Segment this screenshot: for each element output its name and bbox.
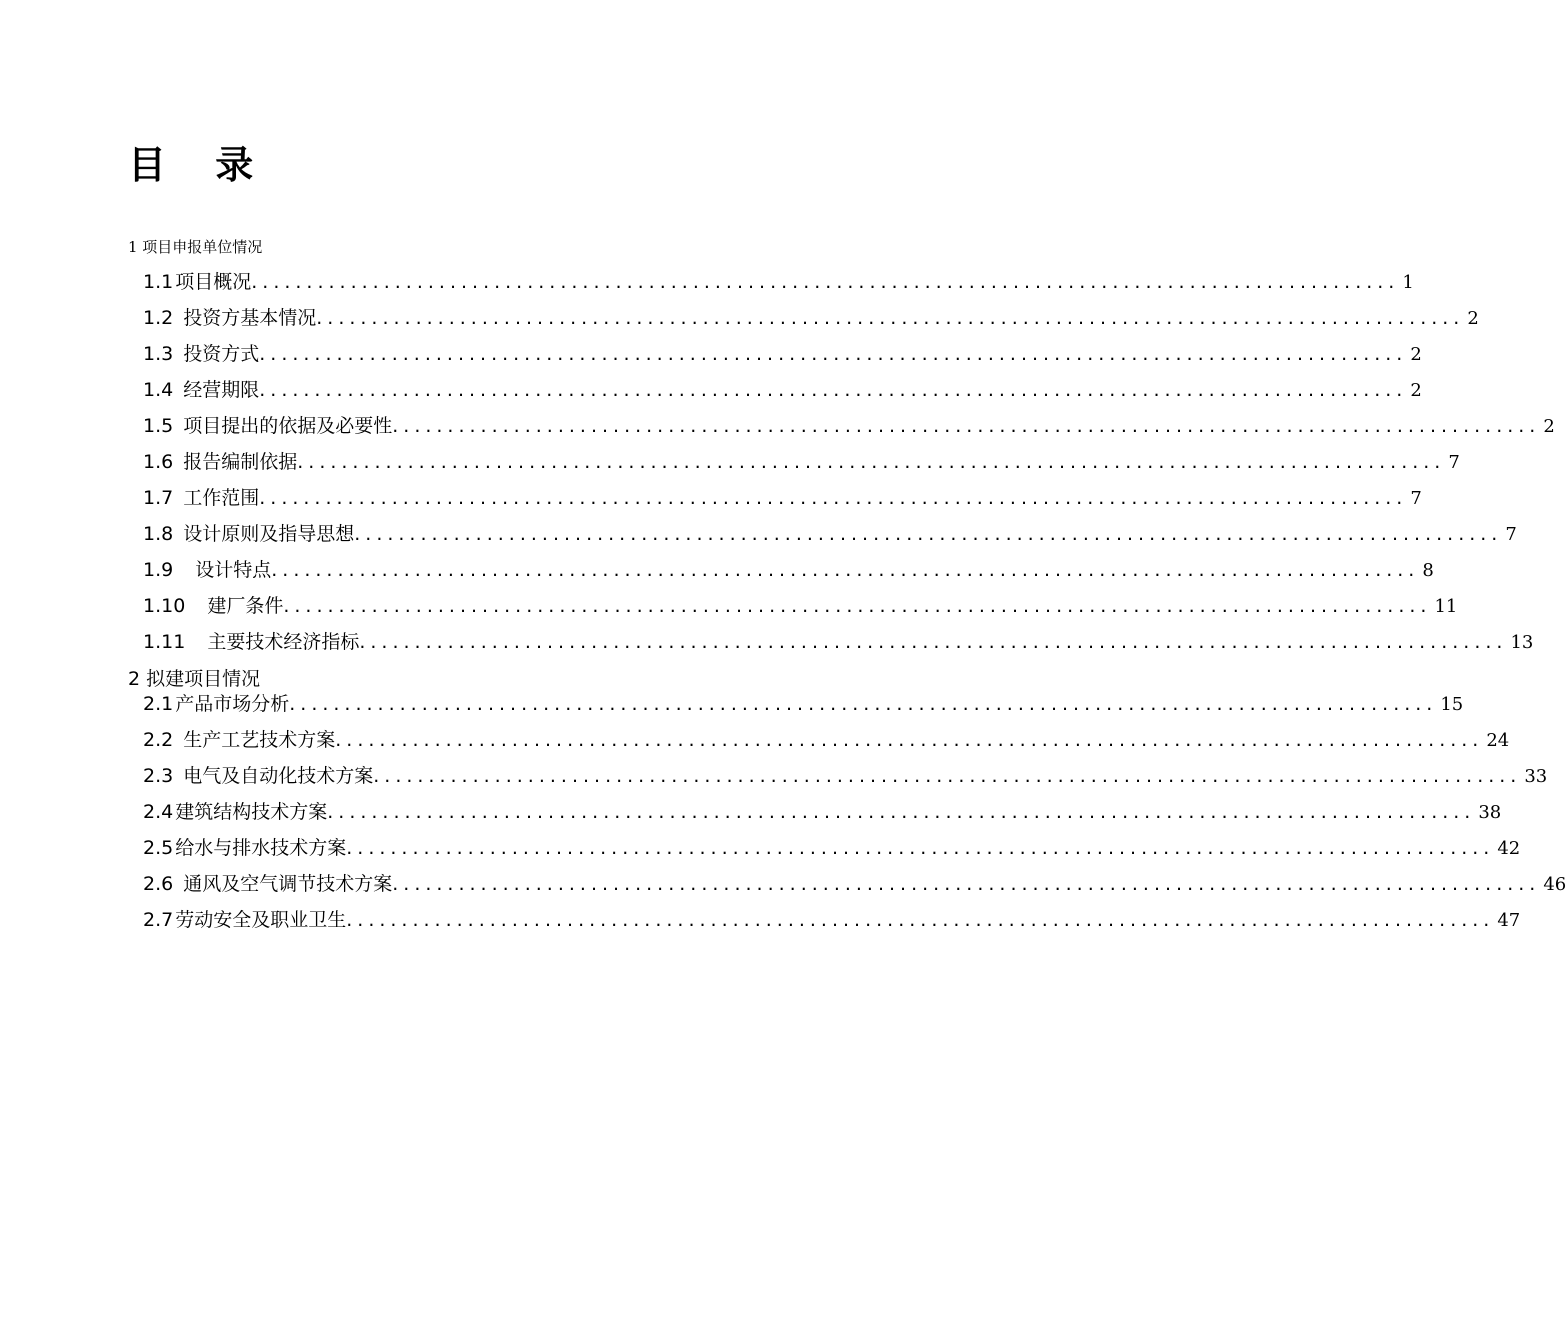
toc-entry-number: 1.5: [143, 415, 174, 437]
toc-entry-title: 给水与排水技术方案: [175, 837, 347, 859]
dot-leader: ........................................................................................................: [373, 765, 1522, 787]
toc-entry-title: 建厂条件: [207, 595, 284, 617]
toc-entry-number: 1.1: [143, 271, 174, 293]
toc-entry-number: 1.9: [143, 559, 174, 581]
toc-entry-page: 8: [1422, 560, 1434, 581]
toc-entry-2-7[interactable]: [143, 907, 1521, 933]
toc-entry-title: 设计原则及指导思想: [183, 523, 355, 545]
toc-entry-title: 设计特点: [195, 559, 272, 581]
toc-entry-title: 生产工艺技术方案: [183, 729, 336, 751]
dot-leader: ........................................................................................................: [335, 729, 1484, 751]
toc-entry-title: 投资方基本情况: [183, 307, 317, 329]
dot-leader: ........................................................................................................: [289, 693, 1438, 715]
toc-entry-page: 13: [1510, 632, 1534, 653]
toc-entry-page: 33: [1524, 766, 1548, 787]
toc-title: 目 录: [128, 143, 272, 187]
toc-entry-page: 15: [1440, 694, 1464, 715]
toc-entry-title: 电气及自动化技术方案: [183, 765, 374, 787]
toc-entry-1-11[interactable]: [143, 629, 1534, 655]
toc-entry-2-1[interactable]: [143, 691, 1464, 717]
toc-entry-number: 2.3: [143, 765, 174, 787]
toc-entry-1-7[interactable]: [143, 485, 1422, 511]
dot-leader: ........................................................................................................: [251, 271, 1400, 293]
toc-entry-title: 建筑结构技术方案: [175, 801, 328, 823]
dot-leader: ........................................................................................................: [259, 343, 1408, 365]
toc-entry-page: 2: [1467, 308, 1479, 329]
toc-entry-title: 通风及空气调节技术方案: [183, 873, 393, 895]
toc-entry-number: 2.4: [143, 801, 174, 823]
toc-entry-number: 2.7: [143, 909, 174, 931]
dot-leader: ........................................................................................................: [392, 415, 1541, 437]
dot-leader: ........................................................................................................: [346, 909, 1495, 931]
toc-entry-number: 1.6: [143, 451, 174, 473]
toc-entry-number: 2.1: [143, 693, 174, 715]
toc-entry-number: 2.2: [143, 729, 174, 751]
toc-entry-page: 1: [1402, 272, 1414, 293]
toc-entry-page: 7: [1505, 524, 1517, 545]
toc-entry-title: 工作范围: [183, 487, 260, 509]
toc-entry-page: 7: [1448, 452, 1460, 473]
toc-entry-2-5[interactable]: [143, 835, 1521, 861]
toc-entry-number: 1.4: [143, 379, 174, 401]
toc-entry-2-3[interactable]: [143, 763, 1548, 789]
toc-entry-number: 1.10: [143, 595, 186, 617]
toc-entry-page: 24: [1486, 730, 1510, 751]
toc-entry-1-3[interactable]: [143, 341, 1422, 367]
toc-entry-title: 劳动安全及职业卫生: [175, 909, 347, 931]
toc-entry-1-2[interactable]: [143, 305, 1479, 331]
toc-entry-page: 11: [1434, 596, 1458, 617]
toc-entry-page: 2: [1543, 416, 1555, 437]
dot-leader: ........................................................................................................: [346, 837, 1495, 859]
toc-entry-title: 主要技术经济指标: [207, 631, 360, 653]
toc-entry-title: 产品市场分析: [175, 693, 290, 715]
toc-entry-page: 47: [1497, 910, 1521, 931]
toc-entry-1-5[interactable]: [143, 413, 1555, 439]
toc-entry-page: 46: [1543, 874, 1566, 895]
toc-entry-page: 42: [1497, 838, 1521, 859]
toc-entry-number: 1.7: [143, 487, 174, 509]
dot-leader: ........................................................................................................: [271, 559, 1420, 581]
dot-leader: ........................................................................................................: [259, 379, 1408, 401]
toc-entry-number: 1.8: [143, 523, 174, 545]
toc-entry-1-6[interactable]: [143, 449, 1460, 475]
toc-entry-2-6[interactable]: [143, 871, 1566, 897]
toc-entry-title: 项目提出的依据及必要性: [183, 415, 393, 437]
toc-entry-title: 经营期限: [183, 379, 260, 401]
dot-leader: ........................................................................................................: [359, 631, 1508, 653]
toc-entry-title: 报告编制依据: [183, 451, 298, 473]
toc-entry-1-9[interactable]: [143, 557, 1434, 583]
dot-leader: ........................................................................................................: [354, 523, 1503, 545]
toc-entry-1-10[interactable]: [143, 593, 1458, 619]
toc-entry-number: 1.2: [143, 307, 174, 329]
toc-entry-page: 2: [1410, 380, 1422, 401]
toc-entry-page: 2: [1410, 344, 1422, 365]
toc-entry-page: 38: [1478, 802, 1502, 823]
dot-leader: ........................................................................................................: [327, 801, 1476, 823]
section-1-heading: 1 项目申报单位情况: [128, 238, 263, 256]
toc-entry-number: 2.6: [143, 873, 174, 895]
toc-entry-page: 7: [1410, 488, 1422, 509]
toc-entry-2-4[interactable]: [143, 799, 1502, 825]
dot-leader: ........................................................................................................: [283, 595, 1432, 617]
toc-entry-number: 2.5: [143, 837, 174, 859]
dot-leader: ........................................................................................................: [316, 307, 1465, 329]
dot-leader: ........................................................................................................: [297, 451, 1446, 473]
toc-entry-1-1[interactable]: [143, 269, 1414, 295]
toc-entry-title: 项目概况: [175, 271, 252, 293]
toc-entry-title: 投资方式: [183, 343, 260, 365]
section-2-heading: 2 拟建项目情况: [128, 668, 261, 690]
toc-entry-2-2[interactable]: [143, 727, 1510, 753]
toc-entry-1-4[interactable]: [143, 377, 1422, 403]
toc-entry-number: 1.3: [143, 343, 174, 365]
toc-entry-number: 1.11: [143, 631, 186, 653]
dot-leader: ........................................................................................................: [259, 487, 1408, 509]
dot-leader: ........................................................................................................: [392, 873, 1541, 895]
toc-entry-1-8[interactable]: [143, 521, 1517, 547]
